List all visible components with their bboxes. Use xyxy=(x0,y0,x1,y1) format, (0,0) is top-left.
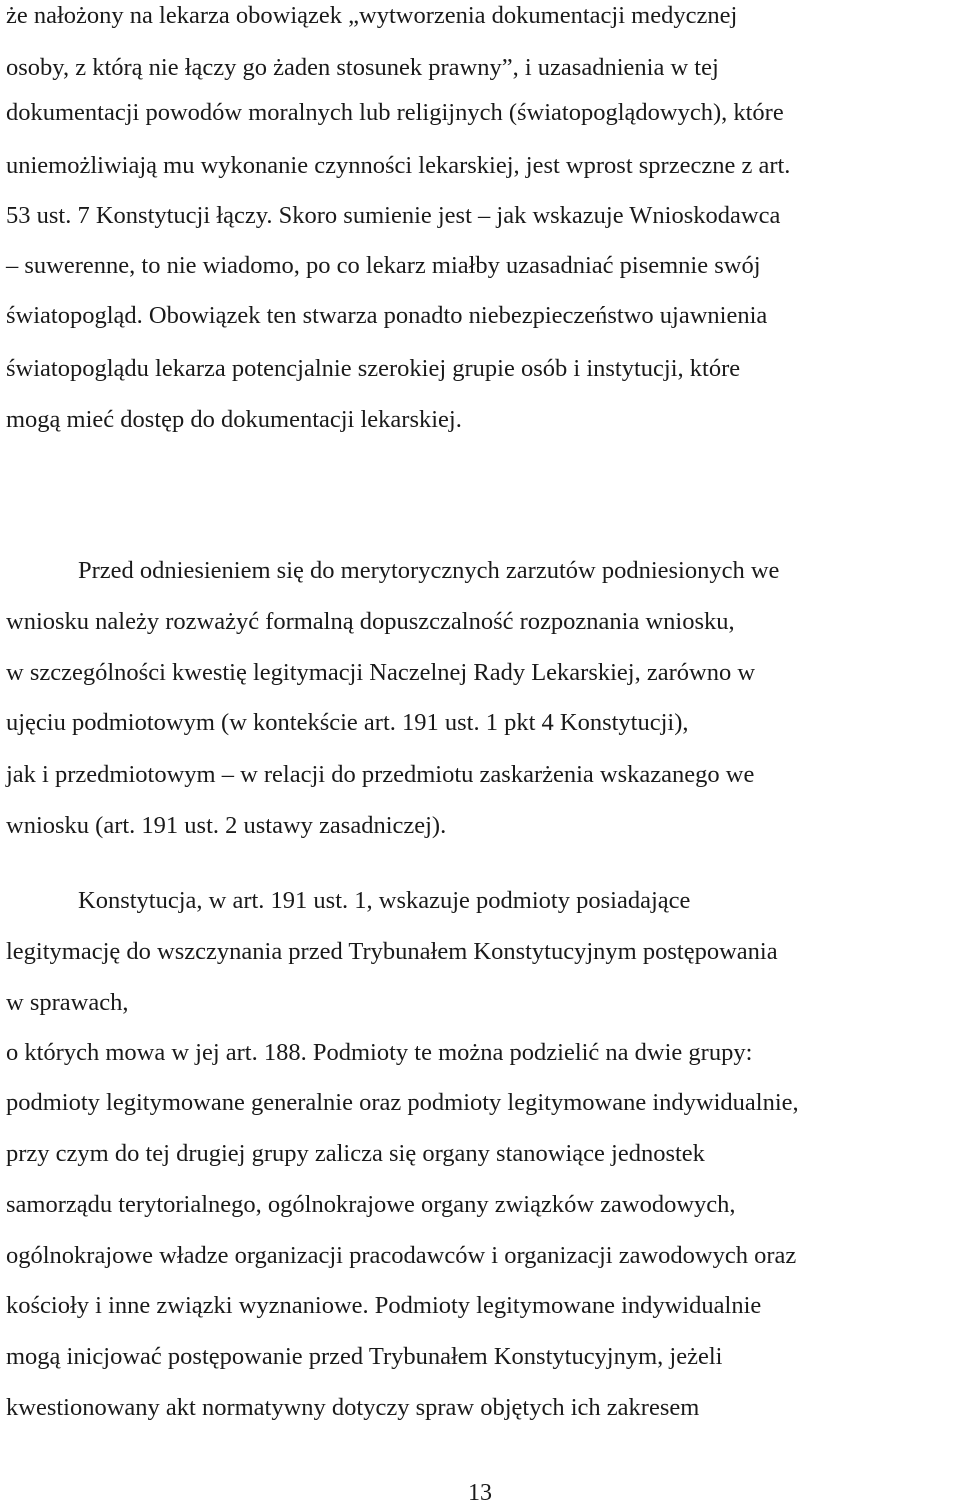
text-line: osoby, z którą nie łączy go żaden stosunek prawny”, i uzasadnienia w tej xyxy=(6,54,719,81)
text-line: mogą inicjować postępowanie przed Trybunałem Konstytucyjnym, jeżeli xyxy=(6,1343,723,1370)
text-line: kwestionowany akt normatywny dotyczy spraw objętych ich zakresem xyxy=(6,1394,700,1421)
text-line: dokumentacji powodów moralnych lub religijnych (światopoglądowych), które xyxy=(6,99,784,126)
text-line: w sprawach, xyxy=(6,989,129,1016)
text-line: uniemożliwiają mu wykonanie czynności lekarskiej, jest wprost sprzeczne z art. xyxy=(6,152,791,179)
text-line: w szczególności kwestię legitymacji Naczelnej Rady Lekarskiej, zarówno w xyxy=(6,659,756,686)
text-line: – suwerenne, to nie wiadomo, po co lekarz miałby uzasadniać pisemnie swój xyxy=(6,252,761,279)
text-line: o których mowa w jej art. 188. Podmioty te można podzielić na dwie grupy: xyxy=(6,1039,753,1066)
text-line: że nałożony na lekarza obowiązek „wytworzenia dokumentacji medycznej xyxy=(6,2,738,29)
text-line: jak i przedmiotowym – w relacji do przedmiotu zaskarżenia wskazanego we xyxy=(6,761,755,788)
text-line: światopoglądu lekarza potencjalnie szerokiej grupie osób i instytucji, które xyxy=(6,355,741,382)
text-line: przy czym do tej drugiej grupy zalicza się organy stanowiące jednostek xyxy=(6,1140,705,1167)
text-line: ogólnokrajowe władze organizacji pracodawców i organizacji zawodowych oraz xyxy=(6,1242,797,1269)
text-line: kościoły i inne związki wyznaniowe. Podmioty legitymowane indywidualnie xyxy=(6,1292,762,1319)
text-line: wniosku należy rozważyć formalną dopuszczalność rozpoznania wniosku, xyxy=(6,608,735,635)
page-number: 13 xyxy=(468,1480,492,1506)
text-line: mogą mieć dostęp do dokumentacji lekarskiej. xyxy=(6,406,462,433)
text-line: legitymację do wszczynania przed Trybunałem Konstytucyjnym postępowania xyxy=(6,938,778,965)
text-line: 53 ust. 7 Konstytucji łączy. Skoro sumienie jest – jak wskazuje Wnioskodawca xyxy=(6,202,781,229)
text-line: wniosku (art. 191 ust. 2 ustawy zasadniczej). xyxy=(6,812,447,839)
text-line: podmioty legitymowane generalnie oraz podmioty legitymowane indywidualnie, xyxy=(6,1089,799,1116)
text-line: samorządu terytorialnego, ogólnokrajowe organy związków zawodowych, xyxy=(6,1191,736,1218)
text-line: Konstytucja, w art. 191 ust. 1, wskazuje podmioty posiadające xyxy=(78,887,691,914)
text-line: światopogląd. Obowiązek ten stwarza ponadto niebezpieczeństwo ujawnienia xyxy=(6,302,768,329)
text-line: ujęciu podmiotowym (w kontekście art. 191 ust. 1 pkt 4 Konstytucji), xyxy=(6,709,689,736)
text-line: Przed odniesieniem się do merytorycznych zarzutów podniesionych we xyxy=(78,557,780,584)
